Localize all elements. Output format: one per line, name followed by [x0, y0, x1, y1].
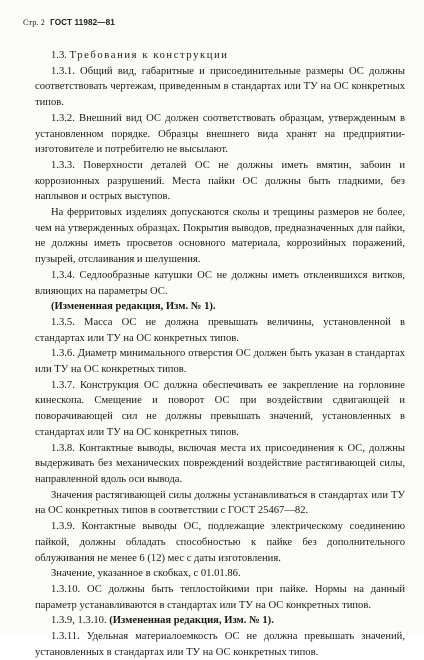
page-label: Стр. 2 — [23, 18, 45, 27]
paragraph-ferrite: На ферритовых изделиях допускаются сколы и трещины размеров не более, чем на утвержденных образцах. Покрытия выводов, предназначенных для пайки, не должны иметь просветов основного материала, коррозийных поражений, пузырей, отслаивания и шелушения. — [35, 207, 405, 266]
section-heading-text: Требования к конструкции — [69, 50, 229, 61]
revision-note-1: (Измененная редакция, Изм. № 1). — [51, 301, 216, 313]
paragraph-tensile-force: Значения растягивающей силы должны устанавливаться в стандартах или ТУ на ОС конкретных типов в соответствии с ГОСТ 25467—82. — [35, 489, 405, 517]
paragraph-1-3-1: 1.3.1. Общий вид, габаритные и присоединительные размеры ОС должны соответствовать чертежам, приведенным в стандартах или ТУ на ОС конкретных типов. — [35, 65, 405, 109]
page-header — [23, 18, 115, 27]
section-heading — [35, 48, 405, 64]
document-body — [35, 48, 405, 660]
revision-note-2-text: (Измененная редакция, Изм. № 1). — [109, 615, 274, 627]
paragraph-bracket-value: Значение, указанное в скобках, с 01.01.86. — [51, 568, 241, 580]
paragraph-1-3-5: 1.3.5. Масса ОС не должна превышать величины, установленной в стандартах или ТУ на ОС конкретных типов. — [35, 316, 405, 344]
revision-note-2-prefix: 1.3.9, 1.3.10. — [51, 615, 107, 627]
paragraph-1-3-8: 1.3.8. Контактные выводы, включая места их присоединения к ОС, должны выдерживать без механических повреждений воздействие растягивающей силы, направленной вдоль оси вывода. — [35, 442, 405, 485]
paragraph-1-3-2: 1.3.2. Внешний вид ОС должен соответствовать образцам, утвержденным в установленном порядке. Образцы внешнего вида хранят на предприятии-изготовителе и потребителю не высылают. — [35, 112, 405, 156]
paragraph-1-3-10: 1.3.10. ОС должны быть теплостойкими при пайке. Нормы на данный параметр устанавливаются в стандартах или ТУ на ОС конкретных типов. — [35, 583, 405, 611]
revision-note-2 — [35, 613, 405, 629]
paragraph-1-3-7: 1.3.7. Конструкция ОС должна обеспечивать ее закрепление на горловине кинескопа. Смещение и поворот ОС при воздействии сдвигающей и поворачивающей сил не должны превышать значений, установленных в стандартах или ТУ на ОС конкретных типов. — [35, 379, 405, 438]
paragraph-1-3-11: 1.3.11. Удельная материалоемкость ОС не должна превышать значений, установленных в стандартах или ТУ на ОС конкретных типов. — [35, 631, 405, 658]
gost-number: ГОСТ 11982—81 — [50, 18, 115, 27]
paragraph-1-3-3: 1.3.3. Поверхности деталей ОС не должны иметь вмятин, забоин и коррозионных разрушений. Места пайки ОС должны быть гладкими, без наплывов и острых выступов. — [35, 159, 405, 203]
section-heading-number: 1.3. — [51, 50, 67, 61]
paragraph-1-3-9: 1.3.9. Контактные выводы ОС, подлежащие электрическому соединению пайкой, должны обладать способностью к пайке без дополнительного облуживания не менее 6 (12) мес с даты изготовления. — [35, 521, 405, 564]
paragraph-1-3-4: 1.3.4. Седлообразные катушки ОС не должны иметь отклеившихся витков, влияющих на параметры ОС. — [35, 269, 405, 297]
paragraph-1-3-6: 1.3.6. Диаметр минимального отверстия ОС должен быть указан в стандартах или ТУ на ОС конкретных типов. — [35, 348, 405, 376]
